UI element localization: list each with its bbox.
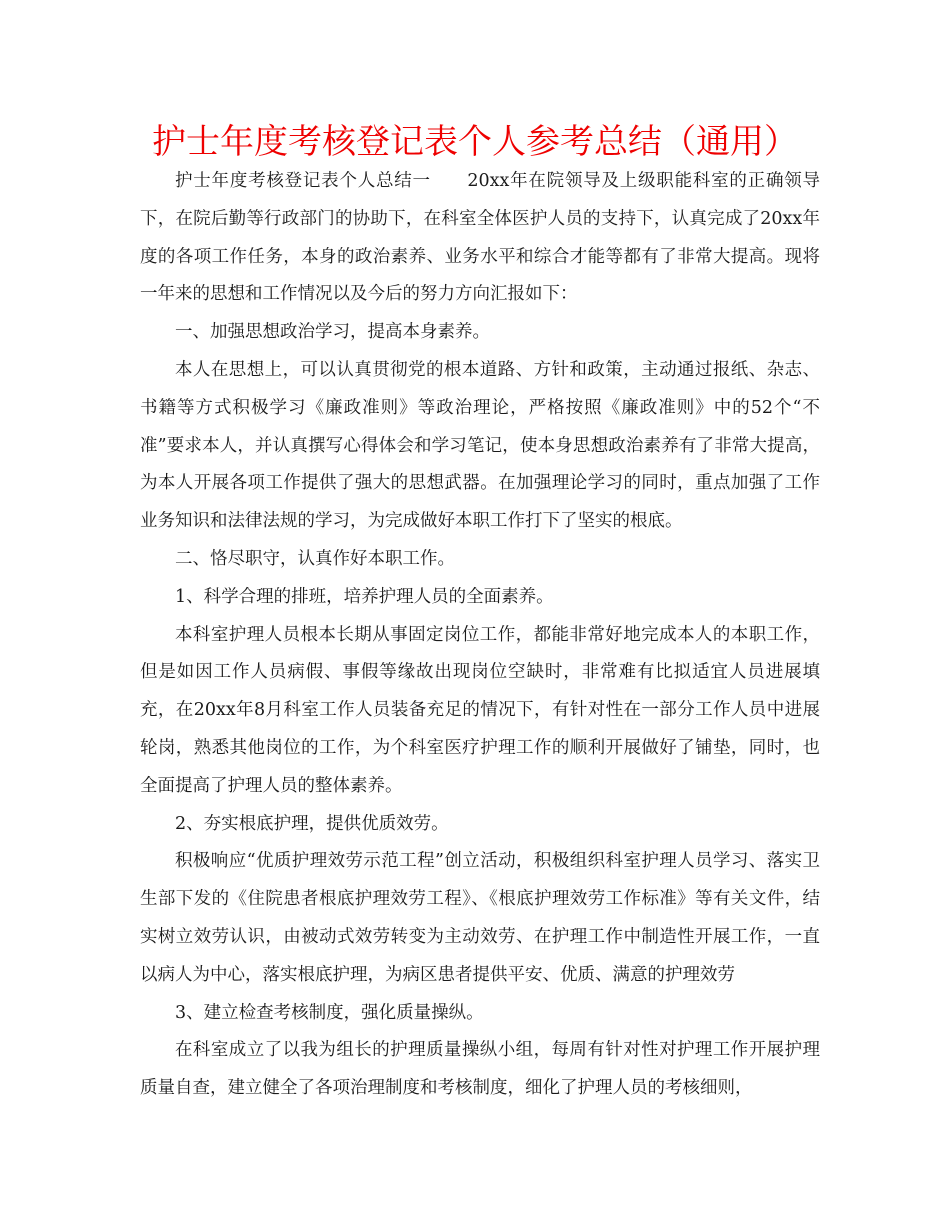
document-title: 护士年度考核登记表个人参考总结（通用） bbox=[152, 122, 798, 162]
subsection-heading: 3、建立检查考核制度，强化质量操纵。 bbox=[175, 1002, 484, 1023]
subsection-heading: 1、科学合理的排班，培养护理人员的全面素养。 bbox=[175, 586, 554, 607]
paragraph: 本人在思想上，可以认真贯彻党的根本道路、方针和政策，主动通过报纸、杂志、书籍等方式积极学习《廉政准则》等政治理论，严格按照《廉政准则》中的52个“不准”要求本人，并认真撰写心得体会和学习笔记，使本身思想政治素养有了非常大提高，为本人开展各项工作提供了强大的思想武器。在加强理论学习的同时，重点加强了工作业务知识和法律法规的学习，为完成做好本职工作打下了坚实的根底。 bbox=[140, 359, 820, 532]
paragraph: 积极响应“优质护理效劳示范工程”创立活动，积极组织科室护理人员学习、落实卫生部下发的《住院患者根底护理效劳工程》、《根底护理效劳工作标准》等有关文件，结实树立效劳认识，由被动式效劳转变为主动效劳、在护理工作中制造性开展工作，一直以病人为中心，落实根底护理，为病区患者提供平安、优质、满意的护理效劳 bbox=[140, 851, 820, 985]
paragraph: 本科室护理人员根本长期从事固定岗位工作，都能非常好地完成本人的本职工作，但是如因工作人员病假、事假等缘故出现岗位空缺时，非常难有比拟适宜人员进展填充，在20xx年8月科室工作人员装备充足的情况下，有针对性在一部分工作人员中进展轮岗，熟悉其他岗位的工作，为个科室医疗护理工作的顺利开展做好了铺垫，同时，也全面提高了护理人员的整体素养。 bbox=[140, 624, 820, 796]
document-body bbox=[140, 163, 820, 1108]
section-heading: 一、加强思想政治学习，提高本身素养。 bbox=[175, 322, 490, 343]
paragraph: 在科室成立了以我为组长的护理质量操纵小组，每周有针对性对护理工作开展护理质量自查，建立健全了各项治理制度和考核制度，细化了护理人员的考核细则， bbox=[140, 1040, 820, 1099]
section-heading: 二、恪尽职守，认真作好本职工作。 bbox=[175, 548, 455, 569]
subsection-heading: 2、夯实根底护理，提供优质效劳。 bbox=[175, 813, 449, 834]
paragraph: 护士年度考核登记表个人总结一 20xx年在院领导及上级职能科室的正确领导下，在院后勤等行政部门的协助下，在科室全体医护人员的支持下，认真完成了20xx年度的各项工作任务，本身的政治素养、业务水平和综合才能等都有了非常大提高。现将一年来的思想和工作情况以及今后的努力方向汇报如下： bbox=[140, 171, 820, 305]
